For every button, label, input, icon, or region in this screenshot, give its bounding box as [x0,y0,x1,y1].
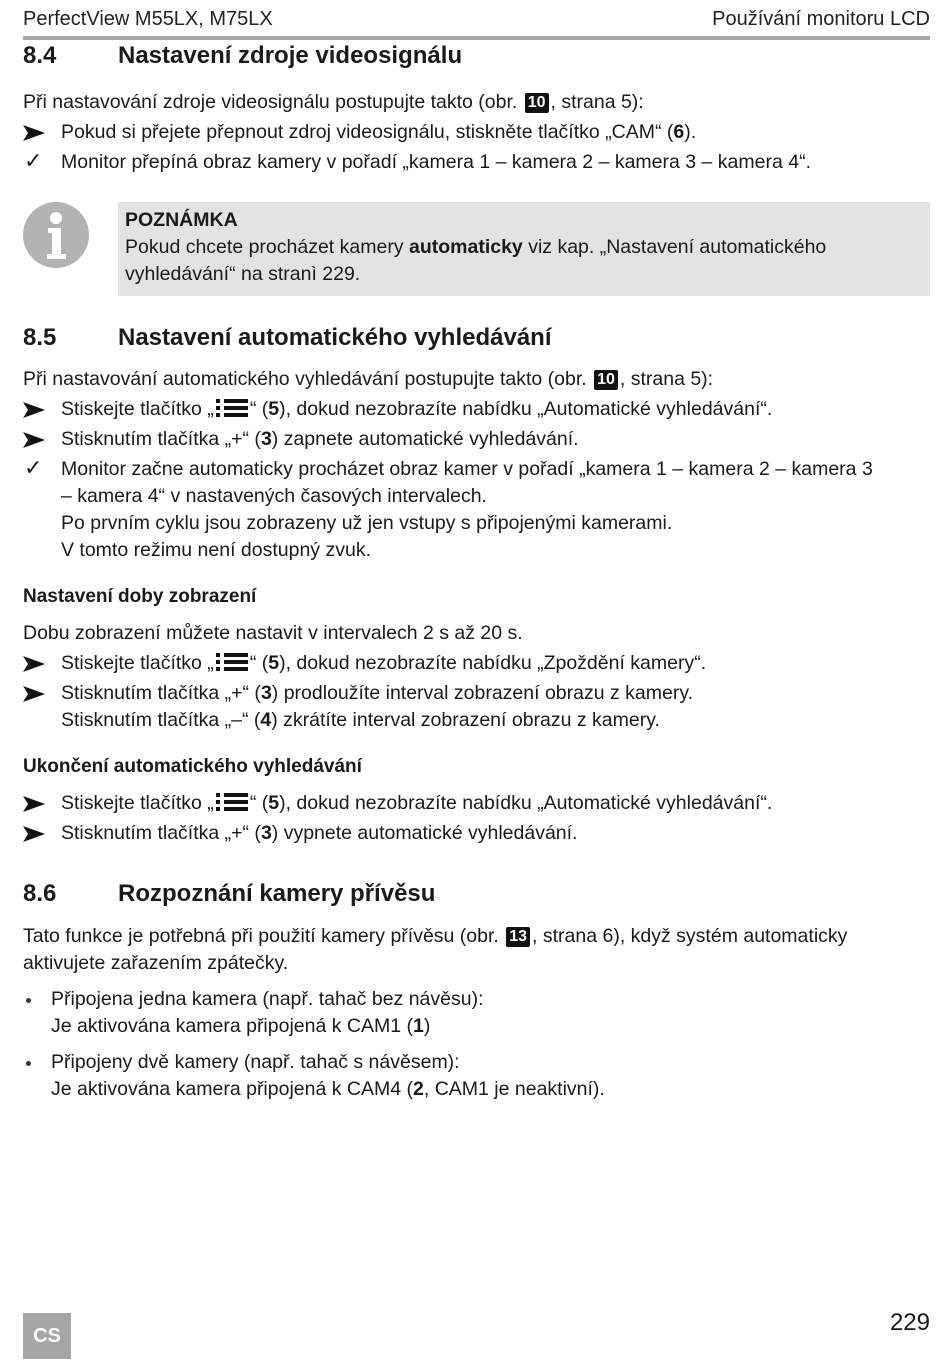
section-8-4-intro: Při nastavování zdroje videosignálu postupujte takto (obr. 10 , strana 5): [23,91,644,113]
menu-icon [214,652,250,672]
paragraph: aktivujete zařazením zpátečky. [23,952,289,974]
info-icon [23,202,89,268]
product-name: PerfectView M55LX, M75LX [23,8,273,30]
paragraph: Dobu zobrazení můžete nastavit v intervalech 2 s až 20 s. [23,622,523,644]
section-number: 8.4 [23,42,57,69]
section-title: Nastavení zdroje videosignálu [118,42,463,69]
figure-ref: 10 [525,93,549,113]
menu-icon [214,792,250,812]
subsection-heading: Ukončení automatického vyhledávání [23,756,362,777]
arrow-right-icon [23,402,45,418]
header-rule [23,36,930,40]
note-text: vyhledávání“ na stranì 229. [125,263,361,285]
subsection-heading: Nastavení doby zobrazení [23,586,257,607]
arrow-right-icon [23,125,45,141]
check-icon: ✓ [24,149,43,174]
chapter-name: Používání monitoru LCD [712,8,930,30]
page-header [23,6,930,32]
section-8-5-intro: Při nastavování automatického vyhledávání postupujte takto (obr. 10 , strana 5): [23,368,714,390]
section-8-6-intro: Tato funkce je potřebná při použití kamery přívěsu (obr. 13 , strana 6), když systém automaticky [23,925,848,947]
figure-ref: 10 [594,370,618,390]
note-title: POZNÁMKA [125,209,238,231]
arrow-right-icon [23,826,45,842]
check-icon: ✓ [24,456,43,481]
arrow-right-icon [23,686,45,702]
note-text: Pokud chcete procházet kamery automaticky viz kap. „Nastavení automatického [125,236,827,258]
manual-page: PerfectView M55LX, M75LX Používání monitoru LCD 8.4 Nastavení zdroje videosignálu Při nastavování zdroje videosignálu postupujte takto (obr. 10 , strana 5): Pokud si přejete přepnout zdroj videosignálu, stiskněte tlačítko „CAM“ (6). ✓ Monitor přepíná obraz kamery v pořadí „kamera 1 – kamera 2 – kamera 3 – kamera 4“. POZNÁMKA Pokud chcete procházet kamery automaticky viz kap. „Nastavení automatického vyhledávání“ na stranì 229. 8.5 Nastavení automatického vyhledávání Při nastavování automatického vyhledávání postupujte takto (obr. 10 , strana 5): Stiskejte tlačítko „ “ (5), dokud nezobrazíte nabídku „Automatické vyhledávání“. Stisknutím tlačítka „+“ (3) zapnete automatické vyhledávání. ✓ Monitor začne automaticky procházet obraz kamer v pořadí „kamera 1 – kamera 2 – kamera 3 – kamera 4“ v nastavených časových intervalech. Po prvním cyklu jsou zobrazeny už jen vstupy s připojenými kamerami. V tomto režimu není dostupný zvuk. Nastavení doby zobrazení Dobu zobrazení můžete nastavit v intervalech 2 s až 20 s. Stiskejte tlačítko „ “ (5), dokud nezobrazíte nabídku „Zpoždění kamery“. Stisknutím tlačítka „+“ (3) prodloužíte interval zobrazení obrazu z kamery. Stisknutím tlačítka „–“ (4) zkrátíte interval zobrazení obrazu z kamery. Ukončení automatického vyhledávání Stiskejte tlačítko „ “ (5), dokud nezobrazíte nabídku „Automatické vyhledávání“. Stisknutím tlačítka „+“ (3) vypnete automatické vyhledávání. 8.6 Rozpoznání kamery přívěsu Tato funkce je potřebná při použití kamery přívěsu (obr. 13 , strana 6), když systém automaticky aktivujete zařazením zpátečky. Připojena jedna kamera (např. tahač bez návěsu): Je aktivována kamera připojená k CAM1 (1) Připojeny dvě kamery (např. tahač s návěsem): Je aktivována kamera připojená k CAM4 (2, CAM1 je neaktivní). CS 229 [23,0,930,1362]
language-badge: CS [23,1313,71,1359]
menu-icon [214,398,250,418]
page-number: 229 [889,1309,930,1336]
note-box [118,202,930,296]
bullet-icon [26,1061,31,1066]
arrow-right-icon [23,656,45,672]
arrow-right-icon [23,796,45,812]
figure-ref: 13 [506,927,530,947]
bullet-icon [26,998,31,1003]
arrow-right-icon [23,432,45,448]
